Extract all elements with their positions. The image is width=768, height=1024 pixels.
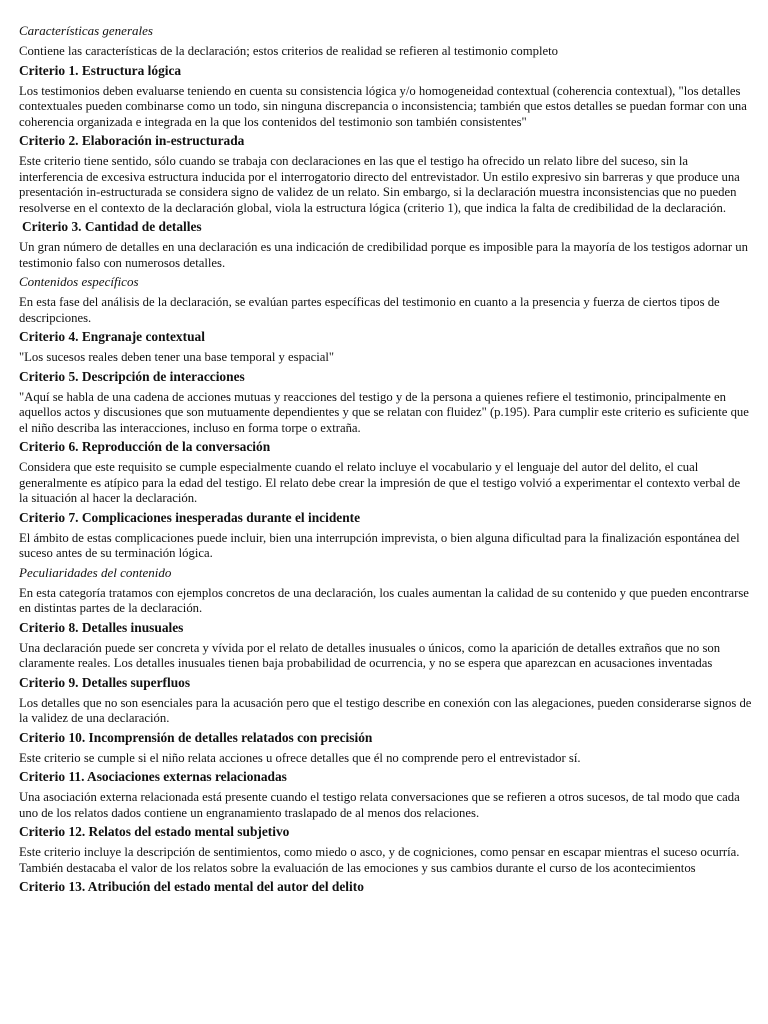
paragraph: El ámbito de estas complicaciones puede incluir, bien una interrupción imprevista, o bien alguna dificultad para la finalización espontánea del suceso antes de su terminación lógica. (19, 530, 740, 560)
paragraph: Este criterio tiene sentido, sólo cuando se trabaja con declaraciones en las que el testigo ha ofrecido un relato libre del suceso, sin la interferencia de excesiva estructura inducida por el interrogatorio directo del entrevistador. Un estilo expresivo sin barreras y que produce una presentación in-estructurada se considera signo de validez de un relato. Sin embargo, si la declaración muestra inconsistencias que no pueden resolverse en el contexto de la declaración global, viola la estructura lógica (criterio 1), que indica la falta de credibilidad de la declaración. (19, 154, 740, 215)
paragraph: Este criterio se cumple si el niño relata acciones u ofrece detalles que él no comprende pero el entrevistador sí. (19, 750, 581, 765)
section-heading: Características generales (19, 23, 153, 38)
criterion-heading: Criterio 11. Asociaciones externas relacionadas (19, 769, 287, 784)
paragraph: Este criterio incluye la descripción de sentimientos, como miedo o asco, y de cogniciones, como pensar en escapar mientras el suceso ocurría. También destacaba el valor de los relatos sobre la evaluación de las emociones y sus cambios durante el curso de los acontecimientos (19, 845, 740, 875)
section-heading: Peculiaridades del contenido (19, 564, 172, 580)
criterion-heading: Criterio 7. Complicaciones inesperadas durante el incidente (19, 509, 361, 525)
criterion-heading: Criterio 8. Detalles inusuales (19, 619, 184, 635)
paragraph: En esta fase del análisis de la declaración, se evalúan partes específicas del testimonio en cuanto a la presencia y fuerza de ciertos tipos de descripciones. (19, 295, 720, 325)
paragraph: Un gran número de detalles en una declaración es una indicación de credibilidad porque es imposible para la mayoría de los testigos adornar un testimonio falso con numerosos detalles. (19, 240, 748, 270)
criterion-heading: Criterio 10. Incomprensión de detalles relatados con precisión (19, 729, 373, 745)
paragraph: "Aquí se habla de una cadena de acciones mutuas y reacciones del testigo y de la persona a quienes refiere el testimonio, principalmente en aquellos actos y discusiones que son mutuamente dependientes y que se relatan con fluidez" (p.195). Para cumplir este criterio es suficiente que el niño describa las interacciones, incluso en forma torpe o extraña. (19, 389, 749, 435)
section-heading: Contenidos específicos (19, 274, 139, 289)
criterion-heading: Criterio 2. Elaboración in-estructurada (19, 133, 245, 148)
paragraph: Considera que este requisito se cumple especialmente cuando el relato incluye el vocabulario y el lenguaje del autor del delito, el cual generalmente es atípico para la edad del testigo. El relato debe crear la impresión de que el testigo volvió a experimentar el contexto verbal de la situación al hacer la declaración. (19, 460, 741, 505)
paragraph: Los detalles que no son esenciales para la acusación pero que el testigo describe en conexión con las alegaciones, pueden considerarse signos de la validez de una declaración. (19, 695, 752, 725)
criterion-heading: Criterio 3. Cantidad de detalles (22, 219, 202, 234)
criterion-heading: Criterio 12. Relatos del estado mental subjetivo (19, 824, 290, 839)
document-body (19, 23, 752, 895)
paragraph: "Los sucesos reales deben tener una base temporal y espacial" (19, 350, 335, 364)
paragraph: Una asociación externa relacionada está presente cuando el testigo relata conversaciones que se refieren a otros sucesos, de tal modo que cada uno de los relatos dados contiene un engranamiento traslapado de al menos dos relaciones. (19, 790, 740, 820)
criterion-heading: Criterio 9. Detalles superfluos (19, 674, 191, 690)
criterion-heading: Criterio 6. Reproducción de la conversación (19, 439, 271, 454)
criterion-heading: Criterio 4. Engranaje contextual (19, 329, 205, 344)
paragraph: Una declaración puede ser concreta y vívida por el relato de detalles inusuales o únicos, como la aparición de detalles extraños que no son claramente reales. Los detalles inusuales tienen baja probabilidad de ocurrencia, y no se espera que aparezcan en acusaciones inventadas (19, 640, 721, 670)
criterion-heading: Criterio 5. Descripción de interacciones (19, 368, 245, 384)
criterion-heading: Criterio 13. Atribución del estado mental del autor del delito (19, 879, 364, 894)
paragraph: Los testimonios deben evaluarse teniendo en cuenta su consistencia lógica y/o homogeneidad contextual (coherencia contextual), "los detalles contextuales pueden combinarse como un todo, sin ninguna discrepancia o inconsistencia; también que estos detalles se puedan formar con una coherencia organizada e integrada en la que los contenidos del testimonio son también consistentes" (19, 83, 747, 129)
paragraph: En esta categoría tratamos con ejemplos concretos de una declaración, los cuales aumentan la calidad de su contenido y que pueden encontrarse en distintas partes de la declaración. (19, 585, 749, 615)
criterion-heading: Criterio 1. Estructura lógica (19, 62, 182, 78)
paragraph: Contiene las características de la declaración; estos criterios de realidad se refieren al testimonio completo (19, 44, 558, 58)
